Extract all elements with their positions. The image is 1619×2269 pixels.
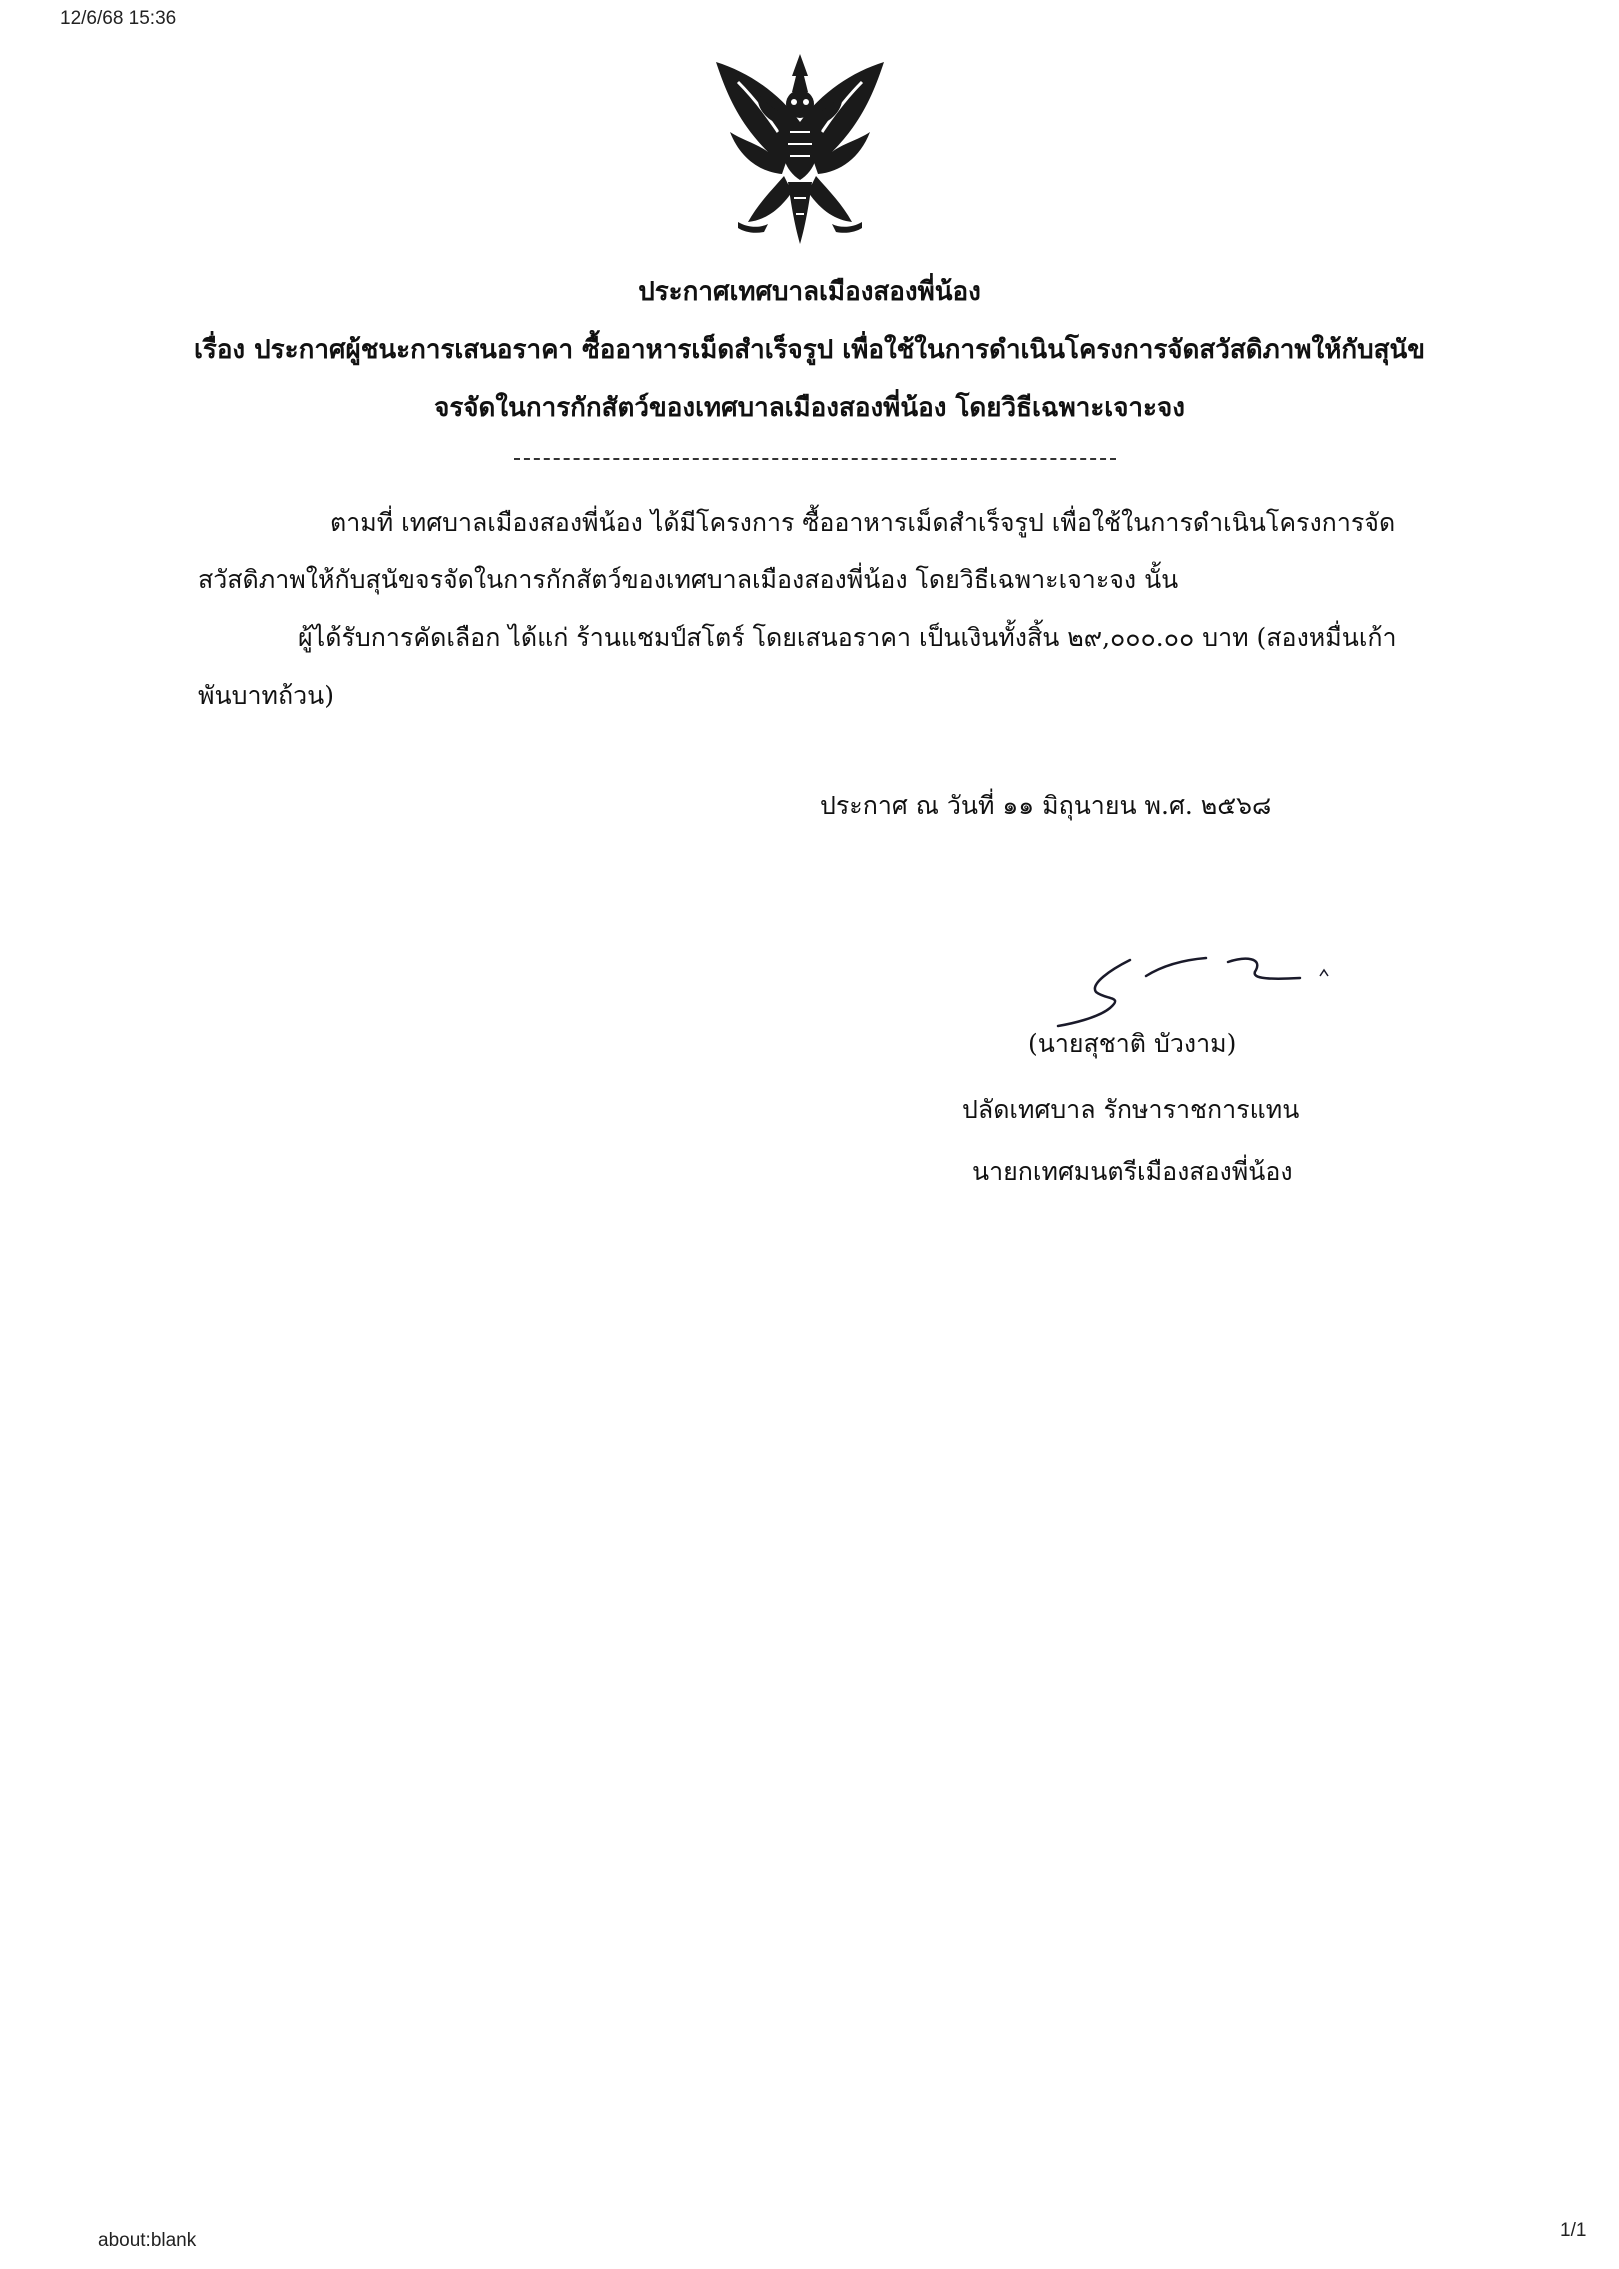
announcement-subject-line-2: จรจัดในการกักสัตว์ของเทศบาลเมืองสองพี่น้อง โดยวิธีเฉพาะเจาะจง [434,393,1185,423]
signatory-name: (นายสุชาติ บัวงาม) [1028,1029,1237,1058]
print-timestamp: 12/6/68 15:36 [60,8,177,29]
paragraph-1-line-1: ตามที่ เทศบาลเมืองสองพี่น้อง ได้มีโครงการ ซื้ออาหารเม็ดสำเร็จรูป เพื่อใช้ในการดำเนินโครงการจัด [330,508,1396,537]
paragraph-1-line-2: สวัสดิภาพให้กับสุนัขจรจัดในการกักสัตว์ของเทศบาลเมืองสองพี่น้อง โดยวิธีเฉพาะเจาะจง นั้น [198,565,1179,594]
paragraph-2-line-1: ผู้ได้รับการคัดเลือก ได้แก่ ร้านแชมป์สโตร์ โดยเสนอราคา เป็นเงินทั้งสิ้น ๒๙,๐๐๐.๐๐ บาท (สองหมื่นเก้า [298,623,1397,652]
announcement-date: ประกาศ ณ วันที่ ๑๑ มิถุนายน พ.ศ. ๒๕๖๘ [820,791,1272,820]
signatory-position-1: ปลัดเทศบาล รักษาราชการแทน [962,1095,1300,1124]
announcement-heading: ประกาศเทศบาลเมืองสองพี่น้อง [638,277,981,307]
handwritten-signature [1050,930,1340,1030]
garuda-emblem-icon [708,52,892,248]
print-page-number: 1/1 [1560,2220,1587,2241]
dashed-divider [514,458,1116,460]
announcement-subject-line-1: เรื่อง ประกาศผู้ชนะการเสนอราคา ซื้ออาหารเม็ดสำเร็จรูป เพื่อใช้ในการดำเนินโครงการจัดสวัสดิภาพให้กับสุนัข [193,335,1426,365]
paragraph-2-line-2: พันบาทถ้วน) [198,681,334,710]
signatory-position-2: นายกเทศมนตรีเมืองสองพี่น้อง [972,1157,1293,1186]
print-url: about:blank [98,2230,197,2251]
